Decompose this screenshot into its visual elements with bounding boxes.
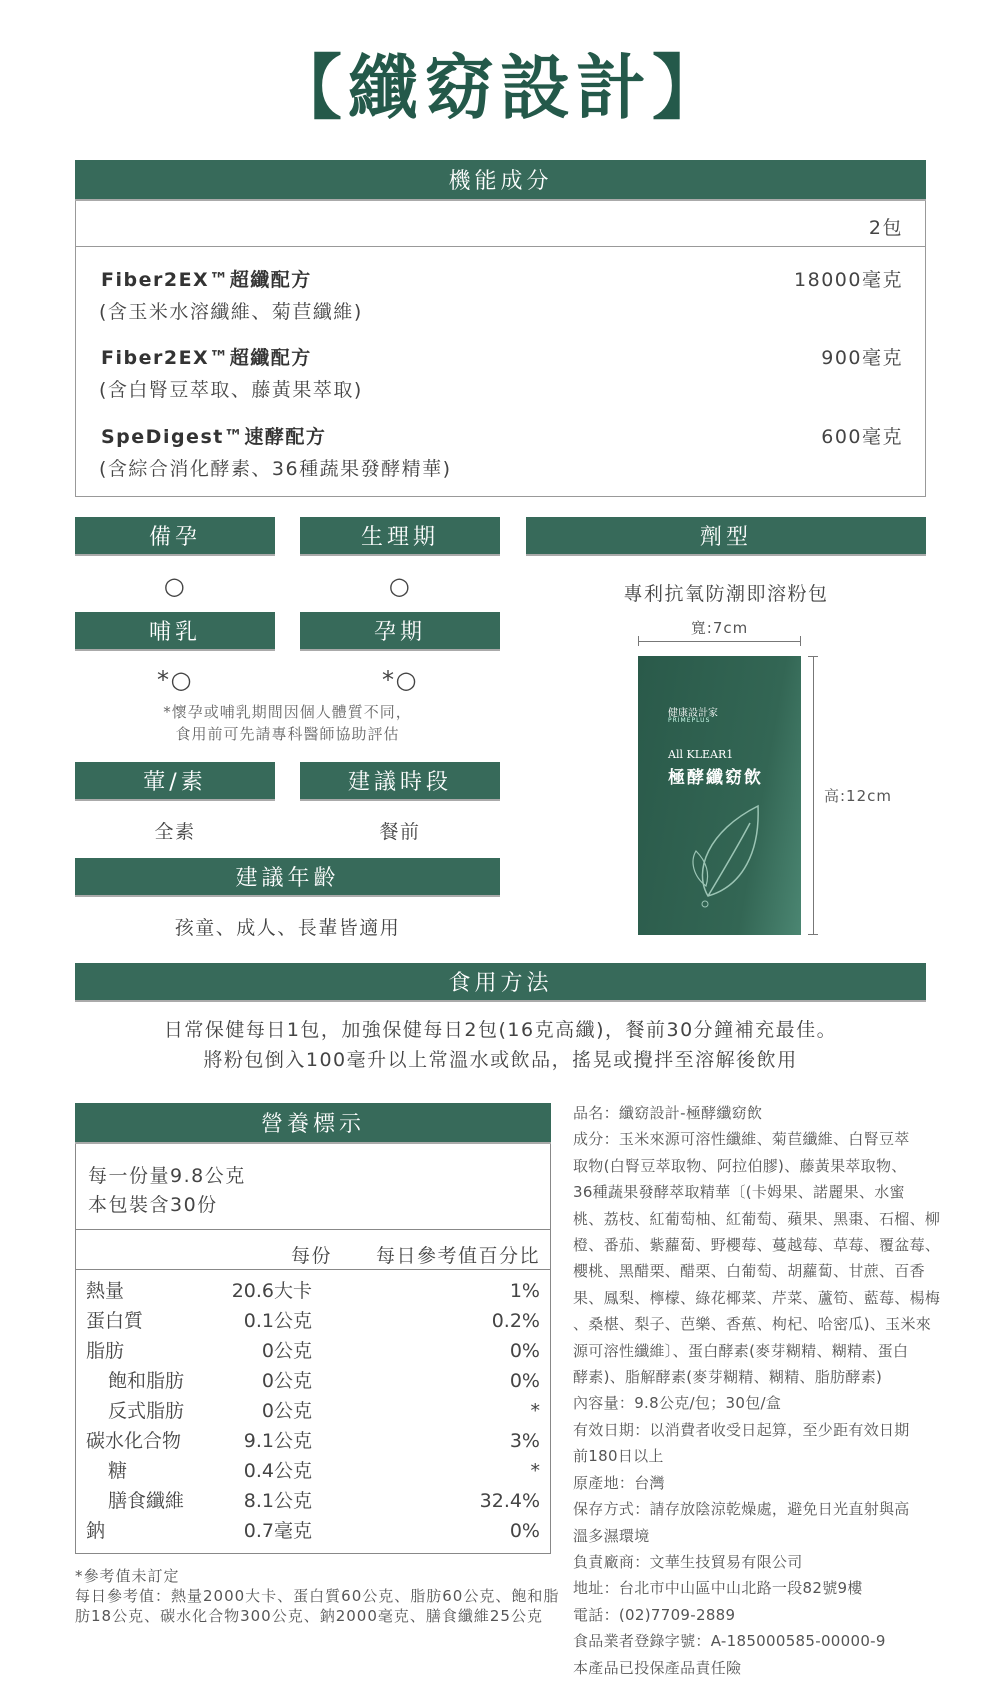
ingredient-sub: (含玉米水溶纖維、菊苣纖維): [99, 301, 363, 323]
product-info-line: 溫多濕環境: [573, 1526, 650, 1545]
ingredient-amount: 900毫克: [821, 347, 903, 369]
ingredient-name: Fiber2EX™超纖配方: [101, 269, 312, 291]
nutrient-per-serving: 9.1公克: [243, 1430, 312, 1452]
nutrient-name: 熱量: [86, 1280, 125, 1302]
product-info-line: 電話：(02)7709-2889: [573, 1605, 736, 1624]
nutrient-name: 鈉: [86, 1520, 106, 1542]
timing-header: 建議時段: [300, 762, 500, 801]
product-info-line: 負責廠商：文華生技貿易有限公司: [573, 1552, 803, 1571]
product-info-line: 取物(白腎豆萃取物、阿拉伯膠)、藤黃果萃取物、: [573, 1156, 907, 1175]
usage-line: 日常保健每日1包，加強保健每日2包(16克高纖)，餐前30分鐘補充最佳。: [163, 1019, 838, 1041]
nutrient-name: 膳食纖維: [108, 1490, 185, 1512]
age-header: 建議年齡: [75, 858, 500, 897]
ingredients-header: 機能成分: [75, 160, 926, 201]
height-dimension-line: [813, 656, 814, 935]
nutrient-daily-pct: 1%: [509, 1280, 540, 1302]
pregnancy-value: *○: [382, 666, 418, 694]
nutrient-per-serving: 8.1公克: [243, 1490, 312, 1512]
pregnancy-note: 食用前可先請專科醫師協助評估: [175, 725, 400, 743]
product-info-line: 36種蔬果發酵萃取精華〔(卡姆果、諾麗果、水蜜: [573, 1183, 905, 1202]
form-value: 專利抗氧防潮即溶粉包: [623, 583, 829, 605]
pregnancy-header: 孕期: [300, 612, 500, 651]
age-value: 孩童、成人、長輩皆適用: [174, 917, 401, 939]
nutrient-daily-pct: *: [530, 1400, 540, 1422]
sachet-brand-en: PRIMEPLUS: [668, 717, 711, 724]
ingredient-name: Fiber2EX™超纖配方: [101, 347, 312, 369]
product-info-line: 內容量：9.8公克/包；30包/盒: [573, 1394, 782, 1413]
diet-header: 葷/素: [75, 762, 275, 801]
product-info-line: 成分：玉米來源可溶性纖維、菊苣纖維、白腎豆萃: [573, 1130, 910, 1149]
nutrition-row: [76, 1516, 552, 1546]
ingredients-box: [75, 201, 926, 497]
nutrition-row: [76, 1396, 552, 1426]
product-info-line: 、桑椹、梨子、芭樂、香蕉、枸杞、哈密瓜)、玉米來: [573, 1315, 932, 1334]
ingredient-amount: 18000毫克: [794, 269, 903, 291]
footnote: 每日參考值：熱量2000大卡、蛋白質60公克、脂肪60公克、飽和脂: [75, 1587, 560, 1605]
product-info-line: 果、鳳梨、檸檬、綠花椰菜、芹菜、蘆筍、藍莓、楊梅: [573, 1288, 941, 1307]
nutrient-per-serving: 0.7毫克: [243, 1520, 312, 1542]
product-info-line: 橙、番茄、紫蘿蔔、野櫻莓、蔓越莓、草莓、覆盆莓、: [573, 1236, 941, 1255]
width-label: 寬:7cm: [690, 619, 749, 637]
product-info-line: 桃、荔枝、紅葡萄柚、紅葡萄、蘋果、黑棗、石榴、柳: [573, 1209, 941, 1228]
nutrition-row: [76, 1486, 552, 1516]
product-info-line: 品名：纖窈設計-極酵纖窈飲: [573, 1104, 763, 1122]
col-daily-value: 每日參考值百分比: [375, 1245, 540, 1267]
product-info-line: 保存方式：請存放陰涼乾燥處，避免日光直射與高: [573, 1500, 910, 1519]
ingredient-sub: (含綜合消化酵素、36種蔬果發酵精華): [99, 458, 452, 480]
pregnancy-note: *懷孕或哺乳期間因個人體質不同，: [163, 703, 412, 721]
product-info-line: 有效日期：以消費者收受日起算，至少距有效日期: [573, 1420, 910, 1439]
nutrition-row: [76, 1276, 552, 1306]
nutrient-per-serving: 0.1公克: [243, 1310, 312, 1332]
sachet-line: All KLEAR1: [668, 748, 734, 761]
pregnancy-prep-value: ○: [163, 572, 187, 600]
nursing-header: 哺乳: [75, 612, 275, 651]
nutrient-name: 蛋白質: [86, 1310, 144, 1332]
ingredient-name: SpeDigest™速酵配方: [101, 426, 327, 448]
footnote: 肪18公克、碳水化合物300公克、鈉2000毫克、膳食纖維25公克: [75, 1607, 543, 1625]
nutrition-table: [75, 1103, 551, 1554]
usage-header: 食用方法: [75, 963, 926, 1002]
product-info-line: 櫻桃、黑醋栗、醋栗、白葡萄、胡蘿蔔、甘蔗、百香: [573, 1262, 925, 1281]
nutrition-row: [76, 1366, 552, 1396]
pregnancy-prep-header: 備孕: [75, 517, 275, 556]
usage-line: 將粉包倒入100毫升以上常溫水或飲品，搖晃或攪拌至溶解後飲用: [203, 1049, 798, 1071]
product-info-line: 本產品已投保產品責任險: [573, 1658, 742, 1677]
product-info-line: 原產地：台灣: [573, 1473, 665, 1492]
nutrient-daily-pct: 0%: [509, 1340, 540, 1362]
product-info-line: 酵素)、脂解酵素(麥芽糊精、糊精、脂肪酵素): [573, 1368, 883, 1387]
nutrient-per-serving: 0公克: [261, 1340, 312, 1362]
nutrient-name: 脂肪: [86, 1340, 125, 1362]
col-per-serving: 每份: [291, 1245, 333, 1267]
ingredient-amount: 600毫克: [821, 426, 903, 448]
nutrient-daily-pct: 0%: [509, 1370, 540, 1392]
period-header: 生理期: [300, 517, 500, 556]
nutrient-daily-pct: 3%: [509, 1430, 540, 1452]
nutrient-per-serving: 0公克: [261, 1400, 312, 1422]
ingredient-sub: (含白腎豆萃取、藤黃果萃取): [99, 379, 363, 401]
nutrient-name: 糖: [108, 1460, 128, 1482]
nutrition-row: [76, 1336, 552, 1366]
form-header: 劑型: [526, 517, 926, 556]
footnote: *參考值未訂定: [75, 1567, 180, 1585]
product-info: [573, 1100, 941, 1681]
product-info-line: 地址：台北市中山區中山北路一段82號9樓: [573, 1579, 863, 1598]
timing-value: 餐前: [379, 821, 421, 843]
period-value: ○: [388, 572, 412, 600]
product-info-line: 源可溶性纖維〕、蛋白酵素(麥芽糊精、糊精、蛋白: [573, 1341, 909, 1360]
nutrient-daily-pct: *: [530, 1460, 540, 1482]
diet-value: 全素: [154, 821, 196, 843]
nutrient-name: 反式脂肪: [108, 1400, 185, 1422]
sachet-name: 極酵纖窈飲: [668, 768, 763, 788]
height-label: 高:12cm: [824, 787, 892, 805]
product-info-line: 食品業者登錄字號：A-185000585-00000-9: [573, 1632, 886, 1651]
nutrition-row: [76, 1426, 552, 1456]
serving-size: 每一份量9.8公克: [88, 1165, 246, 1187]
nutrient-daily-pct: 32.4%: [479, 1490, 540, 1512]
qty-header: 2包: [868, 217, 903, 239]
nursing-value: *○: [157, 666, 193, 694]
nutrient-per-serving: 0公克: [261, 1370, 312, 1392]
page-title: 【纖窈設計】: [272, 46, 728, 129]
servings-per-pack: 本包裝含30份: [88, 1194, 218, 1216]
product-info-line: 前180日以上: [573, 1447, 664, 1466]
leaf-icon: [688, 801, 768, 911]
nutrient-daily-pct: 0.2%: [491, 1310, 540, 1332]
nutrient-daily-pct: 0%: [509, 1520, 540, 1542]
sachet-brand: 健康設計家: [668, 708, 718, 719]
nutrient-per-serving: 0.4公克: [243, 1460, 312, 1482]
nutrition-header: 營養標示: [75, 1103, 551, 1144]
nutrient-name: 碳水化合物: [86, 1430, 182, 1452]
nutrient-per-serving: 20.6大卡: [231, 1280, 312, 1302]
width-dimension-line: [638, 641, 801, 642]
nutrition-row: [76, 1306, 552, 1336]
nutrient-name: 飽和脂肪: [108, 1370, 185, 1392]
product-sachet: [638, 656, 801, 935]
nutrition-row: [76, 1456, 552, 1486]
